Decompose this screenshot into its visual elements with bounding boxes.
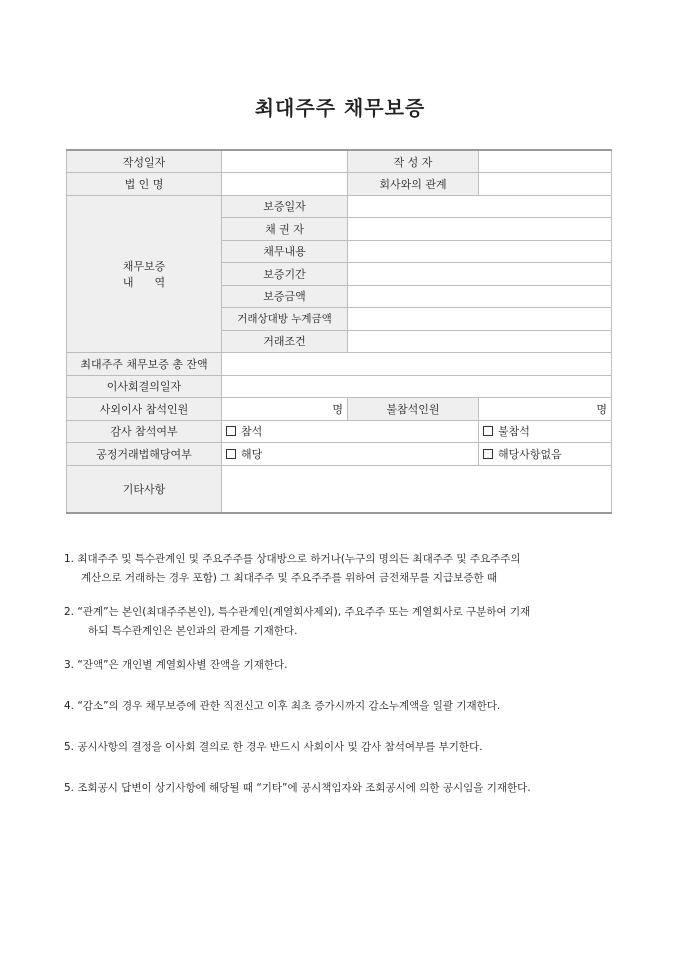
author-label: 작 성 자	[348, 150, 479, 173]
auditor-absent-label: 불참석	[498, 425, 530, 439]
table-row	[67, 398, 612, 421]
note-item	[64, 603, 624, 641]
corp-name-field[interactable]	[222, 173, 348, 196]
unit-person: 명	[332, 402, 343, 416]
guarantee-detail-label-line2: 내 역	[122, 275, 166, 289]
note-line: 4. “감소”의 경우 채무보증에 관한 직전신고 이후 최초 증가시까지 감소누계액을 일괄 기재한다.	[64, 700, 501, 712]
fair-trade-applicable-option[interactable]	[222, 443, 479, 466]
corp-name-label: 법 인 명	[67, 173, 222, 196]
note-line: 2. “관계”는 본인(최대주주본인), 특수관계인(계열회사제외), 주요주주 또는 계열회사로 구분하여 기재	[64, 606, 531, 618]
checkbox-icon[interactable]	[226, 426, 236, 436]
absent-count-label: 불참석인원	[348, 398, 479, 421]
auditor-attendance-label: 감사 참석여부	[67, 420, 222, 443]
note-item	[64, 738, 624, 757]
guarantee-amount-label: 보증금액	[222, 285, 348, 308]
fair-trade-applicable-label: 해당	[241, 447, 263, 461]
fair-trade-none-option[interactable]	[479, 443, 612, 466]
guarantee-period-label: 보증기간	[222, 263, 348, 286]
guarantee-period-field[interactable]	[348, 263, 612, 286]
unit-person: 명	[596, 402, 607, 416]
fair-trade-label: 공정거래법해당여부	[67, 443, 222, 466]
trade-terms-label: 거래조건	[222, 330, 348, 353]
note-item	[64, 697, 624, 716]
guarantee-date-label: 보증일자	[222, 195, 348, 218]
date-label: 작성일자	[67, 150, 222, 173]
board-date-field[interactable]	[222, 375, 612, 398]
note-item	[64, 656, 624, 675]
table-row	[67, 375, 612, 398]
debt-content-label: 채무내용	[222, 240, 348, 263]
note-line: 3. “잔액”은 개인별 계열회사별 잔액을 기재한다.	[64, 659, 288, 671]
checkbox-icon[interactable]	[483, 449, 493, 459]
guarantee-date-field[interactable]	[348, 195, 612, 218]
table-row	[67, 443, 612, 466]
guarantee-amount-field[interactable]	[348, 285, 612, 308]
guarantee-form-table	[66, 149, 612, 514]
total-balance-field[interactable]	[222, 353, 612, 376]
table-row	[67, 195, 612, 218]
table-row	[67, 420, 612, 443]
author-field[interactable]	[479, 150, 612, 173]
total-balance-label: 최대주주 채무보증 총 잔액	[67, 353, 222, 376]
note-line: 1. 최대주주 및 특수관계인 및 주요주주를 상대방으로 하거나(누구의 명의든 최대주주 및 주요주주의	[64, 553, 521, 565]
auditor-absent-option[interactable]	[479, 420, 612, 443]
creditor-label: 채 권 자	[222, 218, 348, 241]
note-line: 계산으로 거래하는 경우 포함) 그 최대주주 및 주요주주를 위하여 금전채무를 지급보증한 때	[81, 572, 498, 584]
etc-label: 기타사항	[67, 465, 222, 513]
note-line: 하되 특수관계인은 본인과의 관계를 기재한다.	[88, 625, 298, 637]
creditor-field[interactable]	[348, 218, 612, 241]
checkbox-icon[interactable]	[226, 449, 236, 459]
guarantee-detail-label	[67, 195, 222, 353]
trade-terms-field[interactable]	[348, 330, 612, 353]
outside-directors-label: 사외이사 참석인원	[67, 398, 222, 421]
note-item	[64, 550, 624, 588]
notes-section	[64, 550, 624, 813]
fair-trade-none-label: 해당사항없음	[498, 447, 562, 461]
guarantee-detail-label-line1: 채무보증	[122, 259, 166, 273]
date-field[interactable]	[222, 150, 348, 173]
table-row	[67, 465, 612, 513]
relation-label: 회사와의 관계	[348, 173, 479, 196]
etc-field[interactable]	[222, 465, 612, 513]
note-line: 5. 공시사항의 결정을 이사회 결의로 한 경우 반드시 사회이사 및 감사 참석여부를 부기한다.	[64, 741, 483, 753]
relation-field[interactable]	[479, 173, 612, 196]
page-title: 최대주주 채무보증	[254, 96, 426, 120]
debt-content-field[interactable]	[348, 240, 612, 263]
outside-directors-field[interactable]	[222, 398, 348, 421]
counterparty-cumulative-label: 거래상대방 누계금액	[222, 308, 348, 331]
auditor-attend-label: 참석	[241, 425, 263, 439]
counterparty-cumulative-field[interactable]	[348, 308, 612, 331]
board-date-label: 이사회결의일자	[67, 375, 222, 398]
absent-count-field[interactable]	[479, 398, 612, 421]
table-row	[67, 173, 612, 196]
checkbox-icon[interactable]	[483, 426, 493, 436]
note-item	[64, 779, 624, 798]
note-line: 5. 조회공시 답변이 상기사항에 해당될 때 “기타”에 공시책임자와 조회공시에 의한 공시임을 기재한다.	[64, 782, 531, 794]
auditor-attend-option[interactable]	[222, 420, 479, 443]
table-row	[67, 353, 612, 376]
table-row	[67, 150, 612, 173]
